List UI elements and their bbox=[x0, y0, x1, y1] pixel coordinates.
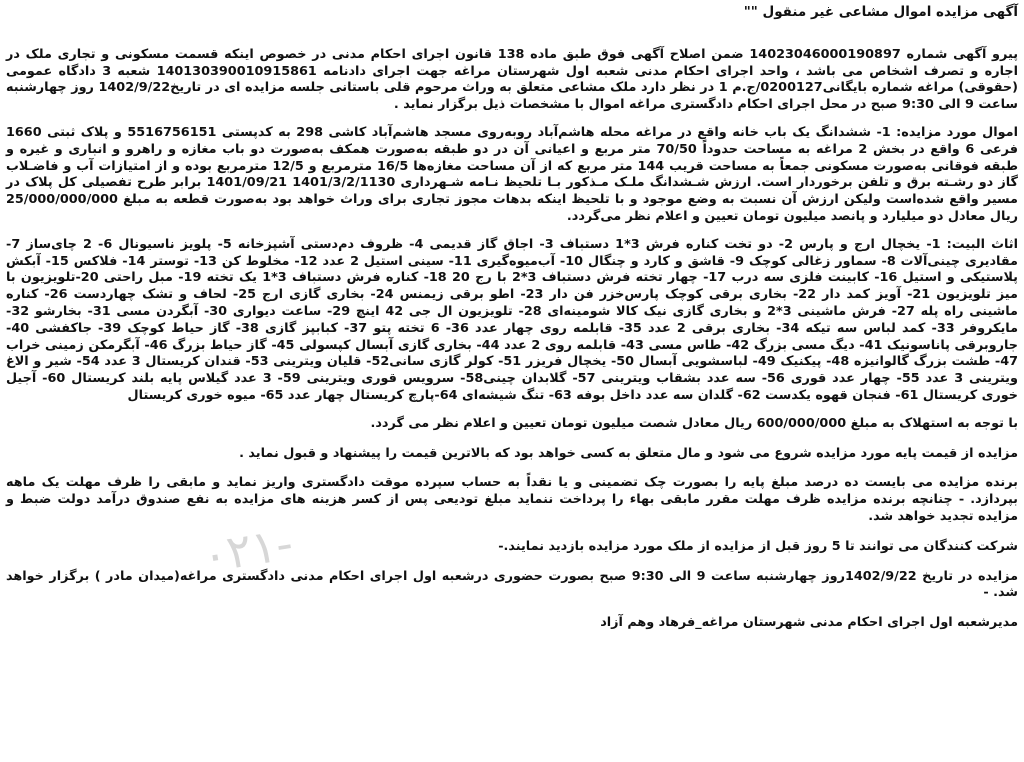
auction-notice bbox=[6, 4, 1018, 758]
schedule-paragraph: مزایده در تاریخ 1402/9/22روز چهارشنبه ساعت 9 الی 9:30 صبح بصورت حضوری درشعبه اول اجرای احکام مدنی دادگستری مراغه(میدان مادر ) برگزار خواهد شد. - bbox=[6, 568, 1018, 601]
depreciation-paragraph: با توجه به استهلاک به مبلغ 600/000/000 ریال معادل شصت میلیون تومان تعیین و اعلام نظر می گردد. bbox=[370, 415, 1018, 431]
visit-paragraph: شرکت کنندگان می توانند تا 5 روز قبل از مزایده از ملک مورد مزایده بازدید نمایند.- bbox=[498, 538, 1018, 554]
furniture-paragraph: اثاث البیت: 1- یخچال ارج و پارس 2- دو تخت کناره فرش 3*1 دستباف 3- اجاق گاز قدیمی 4- ظروف دم‌دستی آشپزخانه 5- پلویز ناسیونال 6- 2 چای‌ساز 7- مقادیری چینی‌آلات 8- سماور زغالی کوچک 9- قاشق و کارد و چنگال 10- آب‌میوه‌گیری 11- سینی استیل 2 عدد 12- مخلوط کن 13- توستر 14- فلاکس 15- آبکش پلاستیکی و استیل 16- کابینت فلزی سه درب 17- چهار تخته فرش دستباف 3*2 با رج 20 18- کناره فرش دستباف 3*1 یک تخته 19- مبل راحتی 20-تلویزیون با میز تلویزیون 21- آویز کمد دار 22- بخاری برقی کوچک پارس‌خزر فن دار 23- اطو برقی زیمنس 24- بخاری گازی ارج 25- لحاف و تشک چهاردست 26- کناره ماشینی راه پله 27- فرش ماشینی 3*2 و بخاری گازی نیک کالا شومینه‌ای 28- تلویزیون ال جی 42 اینچ 29- ساعت دیواری 30- آبگردن مسی 31- بخارشو 32- مایکروفر 33- کمد لباس سه تیکه 34- بخاری برقی 2 عدد 35- قابلمه روی چهار عدد 36- 6 تخته پتو 37- کبابپز گازی 38- گاز حیاط کوچک 39- جاکفشی 40- جاروبرقی پاناسونیک 41- دیگ مسی بزرگ 42- طاس مسی 43- قابلمه روی 2 عدد 44- بخاری گازی آبسال کپسولی 45- گاز حیاط بزرگ 46- آبگرمکن زمینی خراب 47- طشت بزرگ گالوانیزه 48- پیکنیک 49- لباسشویی آبسال 50- یخچال فریزر 51- کولر گازی سانی52- قلیان ویترینی 53- قندان کریستال 3 عدد 54- شیر و الاغ ویترینی 3 عدد 55- چهار عدد قوری 56- سه عدد بشقاب ویترینی 57- گلابدان چینی58- سرویس قوری ویترینی 59- 3 عدد گیلاس پایه بلند کریستال 60- آجیل خوری کریستال 61- فنجان قهوه یکدست 62- گلدان سه عدد داخل بوفه 63- تنگ شیشه‌ای 64-پارچ کریستال چهار عدد 65- میوه خوری کریستال bbox=[6, 236, 1019, 403]
intro-paragraph: پیرو آگهی شماره 14023046000190897 ضمن اصلاح آگهی فوق طبق ماده 138 قانون اجرای احکام مدنی در خصوص اینکه قسمت مسکونی و تجاری ملک در اجاره و تصرف اشخاص می باشد ، واحد اجرای احکام مدنی شعبه اول شهرستان مراغه جهت اجرای دادنامه 140130390010915861 شعبه 3 دادگاه عمومی (حقوقی) مراغه شماره بایگانی0200127/ج.م 1 در نظر دارد ملک مشاعی متعلق به وراث مرحوم قلی باستانی جلسه مزایده ای در تاریخ1402/9/22 روز چهارشنبه ساعت 9 الی 9:30 صبح در محل اجرای احکام دادگستری مراغه اموال با مشخصات ذیل برگزار نماید . bbox=[6, 46, 1019, 113]
signature-line: مدیرشعبه اول اجرای احکام مدنی شهرستان مراغه_فرهاد وهم آزاد bbox=[600, 615, 1018, 631]
notice-title: آگهی مزایده اموال مشاعی غیر منقول "" bbox=[743, 4, 1018, 20]
property-paragraph: اموال مورد مزایده: 1- ششدانگ یک باب خانه واقع در مراغه محله هاشم‌آباد روبه‌روی مسجد هاشم‌آباد کاشی 298 به کدپستی 5516756151 و پلاک ثبتی 1660 فرعی 6 واقع در بخش 2 مراغه به مساحت حدوداً 70/50 متر مربع و اعیانی آن در دو طبقه به‌صورت همکف به‌صورت دو باب مغازه و راهرو و انباری و غیره و طبقه فوقانی به‌صورت مسکونی جمعاً به مساحت قریب 144 متر مربع که از آن مساحت مغازه‌ها 16/5 مترمربع و 12/5 مترمربع بوده و از امتیازات آب و فاضـلاب گاز دو رشـته برق و تلفن برخوردار است. ارزش شـشدانگ ملـک مـذکور بـا تلحیظ نـامه شـهرداری 1401/3/2/1130 1401/09/21 برابر طرح تفصیلی کل پلاک در مسیر واقع شده‌است ولیکن ارزش آن نسبت به وضع موجود و با تلحیظ اینکه بدهات مجوز تجاری برای وراث خواهد بود به‌صورت قطعه به مبلغ 25/000/000/000 ریال معادل دو میلیارد و پانصد میلیون تومان تعیین و اعلام نظر می‌گردد. bbox=[6, 124, 1019, 224]
deposit-paragraph: برنده مزایده می بایست ده درصد مبلغ پایه را بصورت چک تضمینی و یا نقداً به حساب سپرده موقت دادگستری واریز نماید و مابقی را ظرف مهلت یک ماهه بپردازد. - چنانچه برنده مزایده ظرف مهلت مقرر مابقی بهاء را پرداخت ننماید مبلغ تودیعی پس از کسر هزینه های مزایده به نفع صندوق درآمد دولت ضبط و مزایده تجدید خواهد شد. bbox=[6, 475, 1018, 524]
base-price-paragraph: مزایده از قیمت پایه مورد مزایده شروع می شود و مال متعلق به کسی خواهد بود که بالاترین قیمت را پیشنهاد و قبول نماید . bbox=[239, 445, 1018, 461]
phone-watermark: ۰۲۱- bbox=[198, 515, 297, 584]
